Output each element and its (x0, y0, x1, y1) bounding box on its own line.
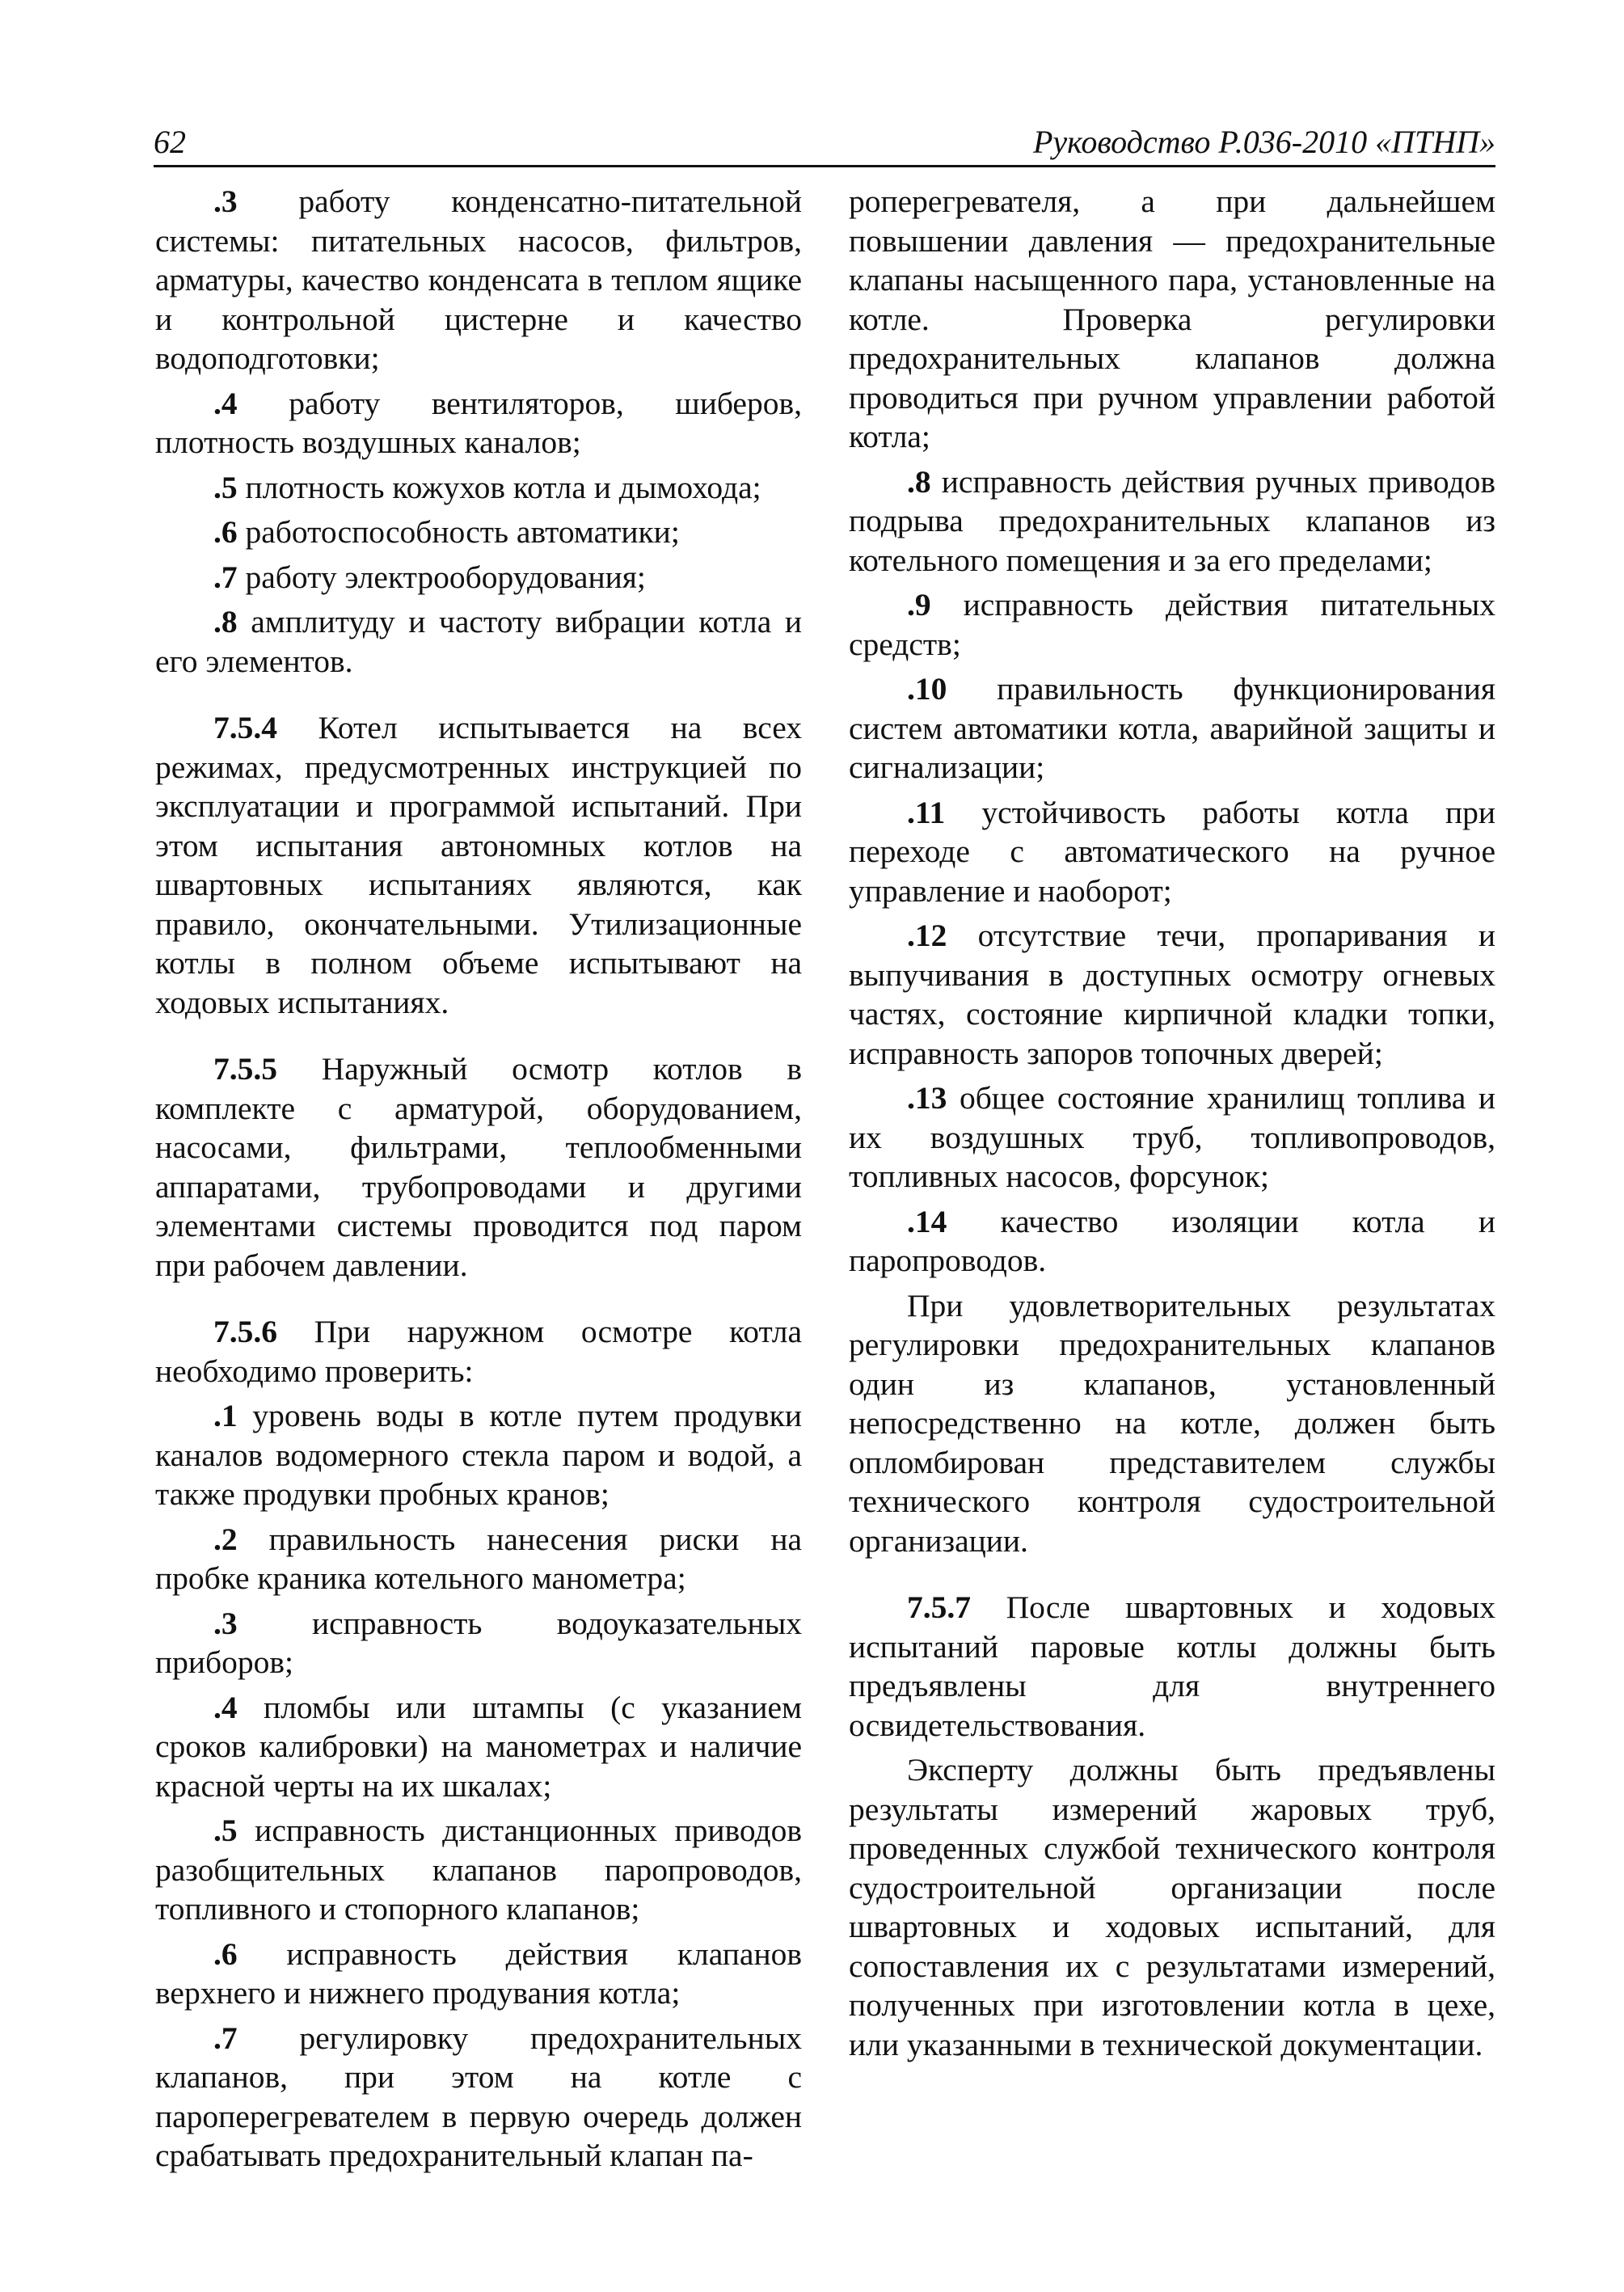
item-text: исправность водоуказательных приборов; (155, 1605, 802, 1680)
paragraph-item-13 (849, 1078, 1495, 1197)
paragraph-continuation (849, 182, 1495, 457)
item-number: .5 (213, 1813, 238, 1848)
paragraph-item-3 (155, 182, 802, 378)
item-text: роперегревателя, а при дальнейшем повышении давления — предохранительные клапаны насыщенного пара, установленные на котле. Проверка регулировки предохранительных клапанов должна проводиться при ручном управлении работой котла; (849, 184, 1495, 454)
page-header (154, 120, 1495, 167)
section-text: Котел испытывается на всех режимах, предусмотренных инструкцией по эксплуатации и программой испытаний. При этом испытания автономных котлов на швартовных испытаниях являются, как правило, окончательными. Утилизационные котлы в полном объеме испытывают на ходовых испытаниях. (155, 710, 802, 1020)
item-number: .3 (213, 1605, 238, 1641)
item-text: уровень воды в котле путем продувки каналов водомерного стекла паром и водой, а также продувки пробных кранов; (155, 1398, 802, 1512)
item-number: .1 (213, 1398, 238, 1433)
item-text: работу конденсатно-питательной системы: питательных насосов, фильтров, арматуры, качество конденсата в теплом ящике и контрольной цистерне и качество водоподготовки; (155, 184, 802, 376)
paragraph-item-6 (155, 513, 802, 552)
section-number: 7.5.7 (907, 1589, 971, 1625)
section-number: 7.5.4 (213, 710, 277, 745)
section-7-5-5 (155, 1049, 802, 1285)
paragraph-item-4b (155, 1688, 802, 1806)
paragraph-item-5b (155, 1811, 802, 1929)
item-text: пломбы или штампы (с указанием сроков калибровки) на манометрах и наличие красной черты на их шкалах; (155, 1689, 802, 1804)
item-text: регулировку предохранительных клапанов, при этом на котле с пароперегревателем в первую очередь должен срабатывать предохранительный клапан па- (155, 2020, 802, 2173)
paragraph-item-11 (849, 793, 1495, 911)
paragraph-item-7b (155, 2019, 802, 2176)
paragraph-expert (849, 1750, 1495, 2064)
item-text: Эксперту должны быть предъявлены результаты измерений жаровых труб, проведенных службой технического контроля судостроительной организации после швартовных и ходовых испытаний, для сопоставления их с результатами измерений, полученных при изготовлении котла в цехе, или указанными в технической документации. (849, 1752, 1495, 2062)
paragraph-item-8b (849, 462, 1495, 580)
item-text: амплитуду и частоту вибрации котла и его элементов. (155, 604, 802, 679)
item-number: .13 (907, 1080, 947, 1116)
item-text: правильность нанесения риски на пробке краника котельного манометра; (155, 1521, 802, 1596)
item-text: правильность функционирования систем автоматики котла, аварийной защиты и сигнализации; (849, 671, 1495, 785)
item-text: исправность действия ручных приводов подрыва предохранительных клапанов из котельного помещения и за его пределами; (849, 463, 1495, 578)
section-7-5-7 (849, 1588, 1495, 1745)
item-number: .4 (213, 385, 238, 421)
page-number: 62 (154, 124, 186, 160)
paragraph-item-8 (155, 602, 802, 681)
paragraph-item-2 (155, 1520, 802, 1598)
item-number: .5 (213, 469, 238, 505)
item-number: .7 (213, 559, 238, 595)
section-number: 7.5.5 (213, 1051, 277, 1087)
item-text: исправность действия клапанов верхнего и нижнего продувания котла; (155, 1935, 802, 2011)
item-number: .4 (213, 1689, 238, 1725)
section-text: Наружный осмотр котлов в комплекте с арматурой, оборудованием, насосами, фильтрами, теплообменными аппаратами, трубопроводами и другими элементами системы проводится под паром при рабочем давлении. (155, 1051, 802, 1283)
item-number: .12 (907, 918, 947, 953)
item-number: .3 (213, 184, 238, 219)
item-text: отсутствие течи, пропаривания и выпучивания в доступных осмотру огневых частях, состояние кирпичной кладки топки, исправность запоров топочных дверей; (849, 918, 1495, 1071)
item-number: .9 (907, 587, 931, 623)
section-text: При наружном осмотре котла необходимо проверить: (155, 1314, 802, 1389)
right-column (849, 182, 1495, 2064)
section-number: 7.5.6 (213, 1314, 277, 1349)
item-text: работоспособность автоматики; (237, 514, 680, 550)
paragraph-sealing (849, 1286, 1495, 1561)
running-title: Руководство Р.036-2010 «ПТНП» (1032, 124, 1495, 160)
item-text: работу вентиляторов, шиберов, плотность воздушных каналов; (155, 385, 802, 460)
item-number: .11 (907, 794, 946, 830)
paragraph-item-9 (849, 585, 1495, 664)
left-column (155, 182, 802, 2176)
item-text: исправность дистанционных приводов разобщительных клапанов паропроводов, топливного и стопорного клапанов; (155, 1813, 802, 1927)
paragraph-item-3b (155, 1604, 802, 1682)
section-7-5-4 (155, 708, 802, 1022)
item-text: качество изоляции котла и паропроводов. (849, 1203, 1495, 1278)
item-text: устойчивость работы котла при переходе с автоматического на ручное управление и наоборот; (849, 794, 1495, 909)
paragraph-item-7 (155, 558, 802, 597)
paragraph-item-6b (155, 1935, 802, 2013)
paragraph-item-14 (849, 1202, 1495, 1281)
item-number: .10 (907, 671, 947, 707)
item-number: .8 (213, 604, 238, 639)
item-number: .2 (213, 1521, 238, 1557)
item-number: .14 (907, 1203, 947, 1239)
item-number: .6 (213, 1935, 238, 1972)
item-text: общее состояние хранилищ топлива и их воздушных труб, топливопроводов, топливных насосов, форсунок; (849, 1080, 1495, 1194)
item-number: .6 (213, 514, 238, 550)
section-7-5-6 (155, 1312, 802, 1391)
paragraph-item-5 (155, 468, 802, 508)
section-text: После швартовных и ходовых испытаний паровые котлы должны быть предъявлены для внутреннего освидетельствования. (849, 1589, 1495, 1743)
item-number: .7 (213, 2020, 238, 2056)
item-text: При удовлетворительных результатах регулировки предохранительных клапанов один из клапанов, установленный непосредственно на котле, должен быть опломбирован представителем службы технического контроля судостроительной организации. (849, 1287, 1495, 1559)
item-text: работу электрооборудования; (237, 559, 646, 595)
paragraph-item-1 (155, 1396, 802, 1514)
item-number: .8 (907, 463, 931, 500)
item-text: исправность действия питательных средств; (849, 587, 1495, 662)
paragraph-item-4 (155, 384, 802, 462)
paragraph-item-12 (849, 916, 1495, 1073)
item-text: плотность кожухов котла и дымохода; (237, 469, 761, 505)
paragraph-item-10 (849, 669, 1495, 787)
